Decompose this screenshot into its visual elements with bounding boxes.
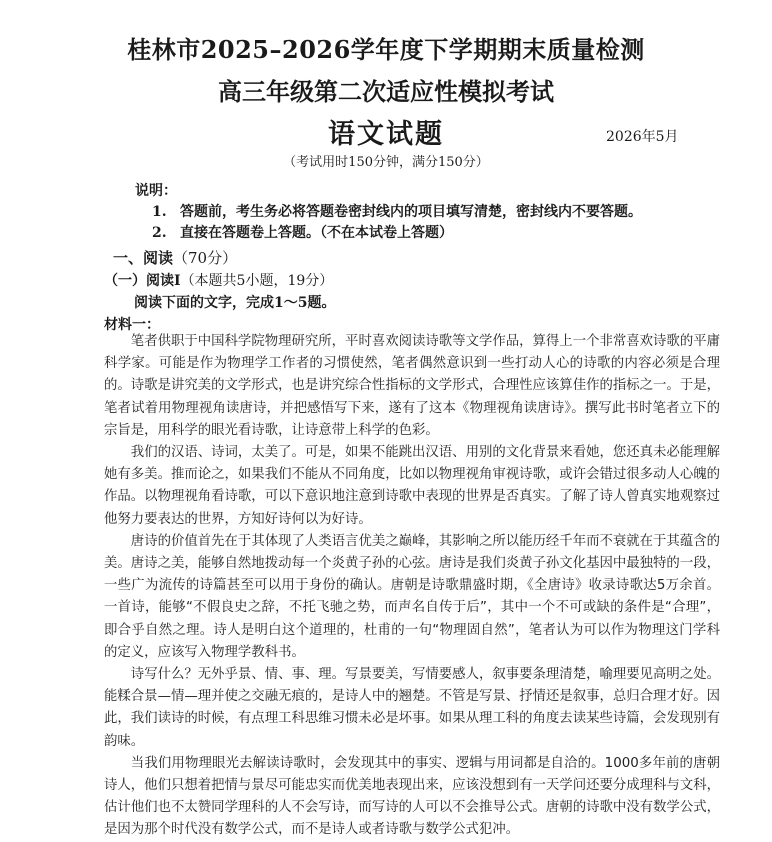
passage-body [104, 331, 720, 842]
note-item [152, 222, 453, 242]
section-score: （70分） [173, 249, 238, 267]
subject-title: 语文试题 [328, 119, 444, 150]
exam-title-line1: 桂林市2025–2026学年度下学期期末质量检测 [127, 35, 645, 64]
passage-paragraph: 诗写什么？无外乎景、情、事、理。写景要美，写情要感人，叙事要条理清楚，喻理要见高明之处。能糅合景—情—理并使之交融无痕的，是诗人中的翘楚。不管是写景、抒情还是叙事，总归合理才好。因此，我们读诗的时候，有点理工科思维习惯未必是坏事。如果从理工科的角度去读某些诗篇，会发现别有韵味。 [104, 667, 720, 749]
subsection-heading [104, 270, 333, 290]
exam-info: （考试用时150分钟，满分150分） [283, 155, 489, 170]
exam-title-line2: 高三年级第二次适应性模拟考试 [218, 77, 554, 106]
section-title: 一、阅读 [113, 249, 174, 267]
note-text: 直接在答题卷上答题。（不在本试卷上答题） [180, 225, 453, 241]
subsection-info: （本题共5小题，19分） [180, 273, 334, 289]
passage-paragraph: 当我们用物理眼光去解读诗歌时，会发现其中的事实、逻辑与用词都是自洽的。1000多年前的唐朝诗人，他们只想着把情与景尽可能忠实而优美地表现出来，应该没想到有一天学问还要分成理科与文科，估计他们也不太赞同学理科的人不会写诗，而写诗的人可以不会推导公式。唐朝的诗歌中没有数学公式，是因为那个时代没有数学公式，而不是诗人或者诗歌与数学公式犯冲。 [104, 755, 720, 838]
material-label: 材料一： [104, 317, 160, 333]
passage-paragraph: 唐诗的价值首先在于其体现了人类语言优美之巅峰，其影响之所以能历经千年而不衰就在于其蕴含的美。唐诗之美，能够自然地拨动每一个炎黄子孙的心弦。唐诗是我们炎黄子孙文化基因中最独特的一段，一些广为流传的诗篇甚至可以用于身份的确认。唐朝是诗歌鼎盛时期，《全唐诗》收录诗歌达5万余首。一首诗，能够“不假良史之辞，不托飞驰之势，而声名自传于后”，其中一个不可或缺的条件是“合理”，即合乎自然之理。诗人是明白这个道理的，杜甫的一句“物理固自然”，笔者认为可以作为物理这门学科的定义，应该写入物理学教科书。 [104, 533, 720, 660]
note-number: 1. [152, 204, 167, 220]
note-item [152, 201, 642, 221]
passage-paragraph: 笔者供职于中国科学院物理研究所，平时喜欢阅读诗歌等文学作品，算得上一个非常喜欢诗歌的平庸科学家。可能是作为物理学工作者的习惯使然，笔者偶然意识到一些打动人心的诗歌的内容必须是合理的。诗歌是讲究美的文学形式，也是讲究综合性指标的文学形式，合理性应该算佳作的指标之一。于是，笔者试着用物理视角读唐诗，并把感悟写下来，遂有了这本《物理视角读唐诗》。撰写此书时笔者立下的宗旨是，用科学的眼光看诗歌，让诗意带上科学的色彩。 [104, 334, 720, 438]
note-text: 答题前，考生务必将答题卷密封线内的项目填写清楚，密封线内不要答题。 [180, 204, 642, 220]
passage-paragraph: 我们的汉语、诗词，太美了。可是，如果不能跳出汉语、用别的文化背景来看她，您还真未必能理解她有多美。推而论之，如果我们不能从不同角度，比如以物理视角审视诗歌，或许会错过很多动人心魄的作品。以物理视角看诗歌，可以下意识地注意到诗歌中表现的世界是否真实。了解了诗人曾真实地观察过他努力要表达的世界，方知好诗何以为好诗。 [104, 445, 720, 527]
subsection-label: （一）阅读Ⅰ [104, 273, 181, 289]
note-number: 2. [152, 225, 167, 241]
section-heading [113, 247, 237, 268]
exam-date: 2026年5月 [606, 129, 679, 145]
reading-instruction: 阅读下面的文字，完成1～5题。 [134, 295, 336, 311]
notes-label: 说明： [135, 183, 177, 199]
